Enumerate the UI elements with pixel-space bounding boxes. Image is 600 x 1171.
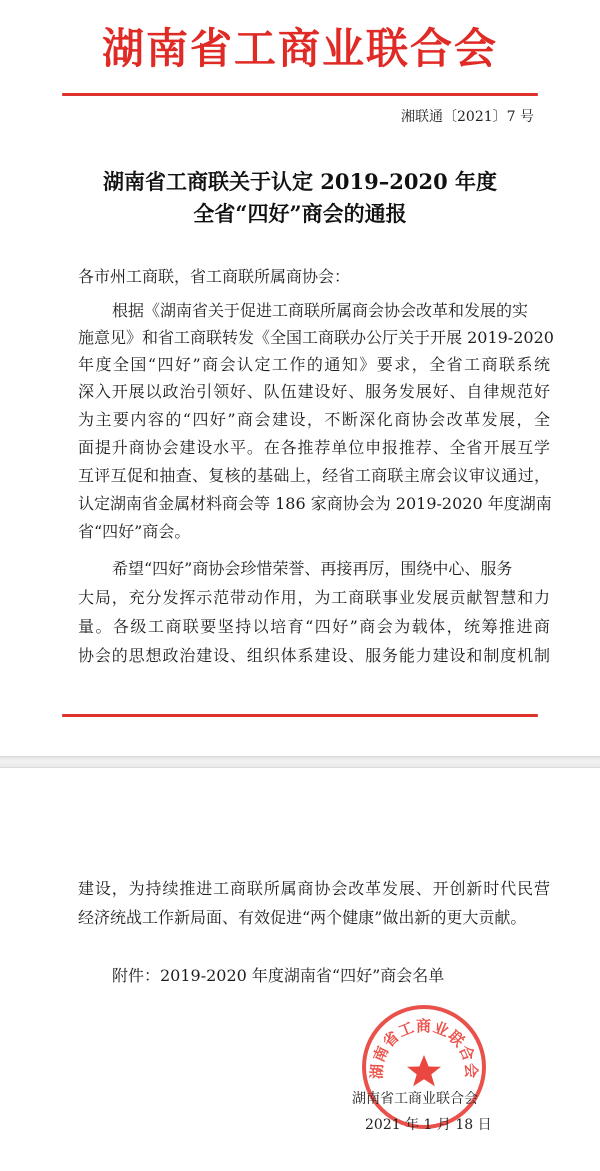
body-line: 建设，为持续推进工商联所属商协会改革发展、开创新时代民营 — [78, 879, 550, 898]
page-separator — [0, 756, 600, 768]
body-line: 协会的思想政治建设、组织体系建设、服务能力建设和制度机制 — [78, 646, 550, 665]
body-line: 大局，充分发挥示范带动作用，为工商联事业发展贡献智慧和力 — [78, 588, 550, 607]
footer-red-rule — [62, 714, 538, 717]
signature-date: 2021 年 1 月 18 日 — [365, 1117, 492, 1133]
body-line: 希望“四好”商协会珍惜荣誉、再接再厉，围绕中心、服务 — [112, 559, 513, 578]
salutation: 各市州工商联，省工商联所属商协会： — [78, 267, 351, 286]
seal-star-icon — [407, 1055, 441, 1086]
seal-text: 湖南省工商业联合会 — [367, 1017, 481, 1080]
document-title-line-1: 湖南省工商联关于认定 2019–2020 年度 — [102, 169, 497, 194]
body-line: 认定湖南省金属材料商会等 186 家商协会为 2019-2020 年度湖南 — [78, 494, 552, 513]
body-line: 量。各级工商联要坚持以培育“四好”商会为载体，统筹推进商 — [78, 617, 550, 636]
signature-organization: 湖南省工商业联合会 — [352, 1091, 478, 1107]
attachment-note: 附件：2019-2020 年度湖南省“四好”商会名单 — [112, 966, 445, 985]
body-line: 面提升商协会建设水平。在各推荐单位申报推荐、全省开展互学 — [78, 438, 550, 457]
letterhead-title: 湖南省工商业联合会 — [101, 24, 498, 73]
letterhead-red-rule — [62, 93, 538, 96]
body-line: 根据《湖南省关于促进工商联所属商会协会改革和发展的实 — [112, 301, 529, 320]
body-line: 深入开展以政治引领好、队伍建设好、服务发展好、自律规范好 — [78, 382, 550, 401]
document-number: 湘联通〔2021〕7 号 — [401, 109, 534, 125]
body-line: 互评互促和抽查、复核的基础上，经省工商联主席会议审议通过， — [78, 466, 550, 485]
body-line: 年度全国“四好”商会认定工作的通知》要求，全省工商联系统 — [78, 355, 550, 374]
body-line: 省“四好”商会。 — [78, 522, 191, 541]
body-line: 施意见》和省工商联转发《全国工商联办公厅关于开展 2019-2020 — [78, 328, 554, 347]
body-line: 为主要内容的“四好”商会建设，不断深化商协会改革发展，全 — [78, 410, 550, 429]
official-seal-stamp — [360, 1003, 488, 1131]
document-title-line-2: 全省“四好”商会的通报 — [193, 201, 407, 226]
body-line: 经济统战工作新局面、有效促进“两个健康”做出新的更大贡献。 — [78, 908, 527, 927]
